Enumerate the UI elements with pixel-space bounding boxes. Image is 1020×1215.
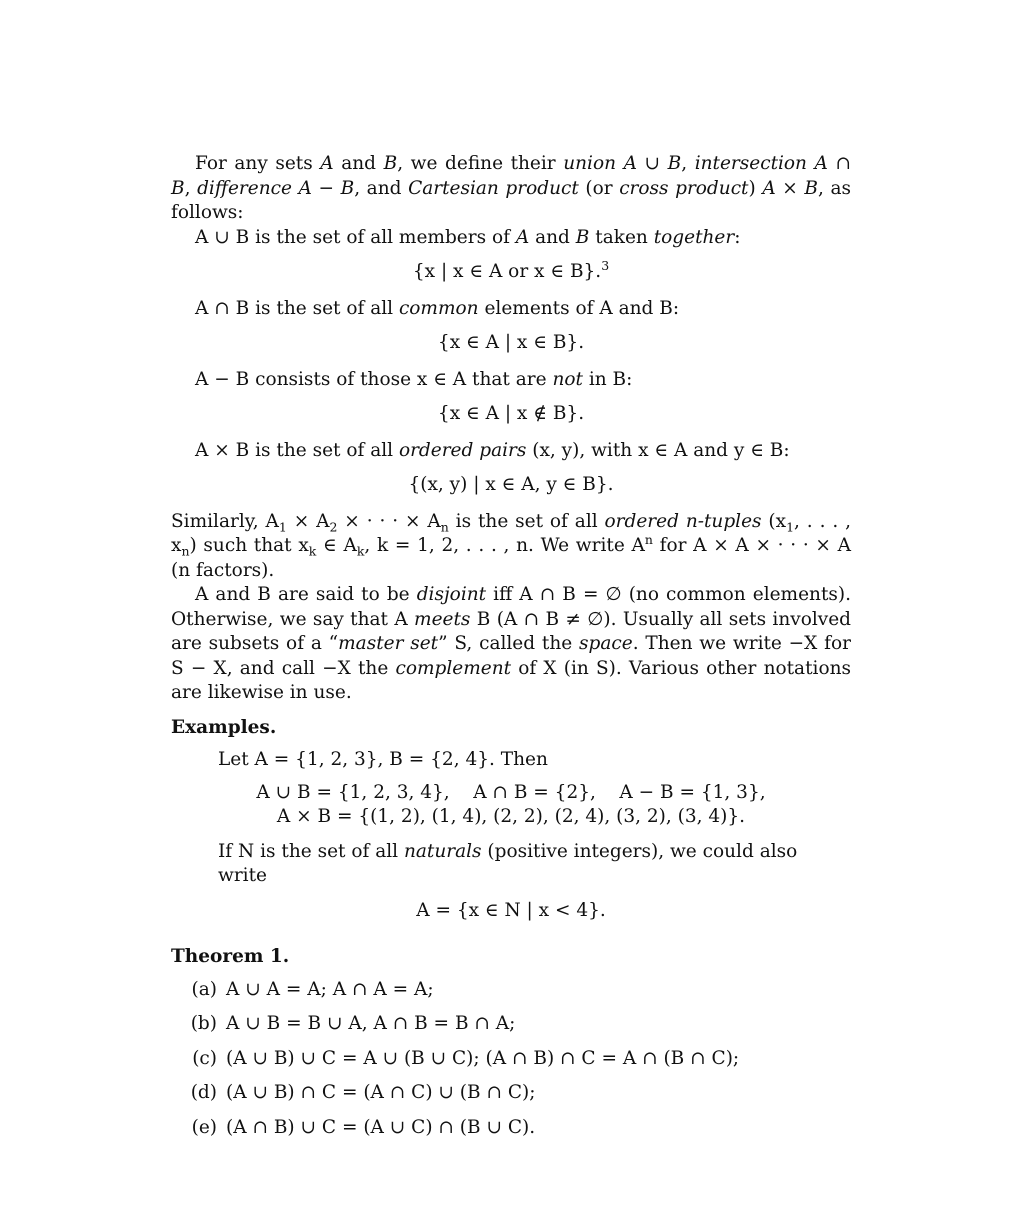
- disjoint-text: A and B are said to be: [195, 584, 417, 605]
- term-cartesian-product: Cartesian product: [408, 177, 579, 199]
- ntuples-text: (x: [761, 510, 787, 532]
- intro-text: and: [333, 153, 384, 174]
- ntuples-text: for A × A × · · · × A (n factors).: [171, 535, 851, 581]
- theorem-item: [171, 978, 851, 1003]
- theorem-item-label: (e): [191, 1116, 217, 1138]
- term-intersection: intersection: [694, 153, 807, 174]
- product-formula: {(x, y) | x ∈ A, y ∈ B}.: [408, 474, 614, 495]
- ntuples-text: ∈ A: [316, 535, 357, 556]
- subscript: k: [356, 543, 365, 559]
- difference-emphasis: not: [552, 368, 583, 390]
- theorem-item: [171, 1081, 851, 1106]
- product-definition: [171, 439, 851, 464]
- difference-text: in B:: [582, 368, 633, 390]
- union-emphasis: together: [653, 226, 735, 248]
- theorem-item-label: (d): [190, 1082, 217, 1103]
- ntuples-emphasis: ordered n-tuples: [604, 510, 762, 532]
- disjoint-text: B (A ∩ B ≠ ∅). Usually all sets involved are subsets of a “: [171, 608, 851, 654]
- intro-text: ,: [681, 153, 695, 174]
- difference-formula: {x ∈ A | x ∉ B}.: [437, 403, 585, 424]
- term-complement: complement: [395, 657, 512, 679]
- subscript: n: [440, 519, 449, 535]
- difference-lead: A − B: [195, 368, 250, 390]
- product-emphasis: ordered pairs: [398, 439, 527, 461]
- ntuples-text: , . . . , x: [171, 510, 851, 556]
- union-formula-text: {x | x ∈ A or x ∈ B}.: [412, 261, 602, 282]
- term-union: union: [563, 153, 617, 174]
- ntuples-text: ) such that x: [189, 535, 309, 556]
- union-text: and: [529, 226, 576, 248]
- term-disjoint: disjoint: [416, 584, 487, 605]
- theorem-item-label: (c): [192, 1047, 217, 1069]
- ntuples-paragraph: [171, 510, 851, 584]
- union-formula: [171, 257, 851, 285]
- theorem-item-text: A ∪ A = A; A ∩ A = A;: [226, 978, 434, 1000]
- disjoint-text: of X (in S). Various other notations are likewise in use.: [171, 657, 851, 703]
- union-text: :: [734, 226, 741, 248]
- union-text: is the set of all members of: [249, 226, 516, 248]
- product-text: is the set of all: [249, 439, 399, 461]
- examples-if: [218, 840, 851, 889]
- examples-heading: Examples.: [171, 716, 277, 738]
- ntuples-text: is the set of all: [448, 510, 605, 532]
- intersection-emphasis: common: [398, 297, 479, 319]
- subscript: k: [308, 543, 317, 559]
- theorem-item: [171, 1047, 851, 1072]
- examples-text: (positive integers), we could also write: [218, 840, 798, 886]
- theorem-list: [171, 978, 851, 1141]
- intro-text: , and: [354, 177, 409, 199]
- intersection-formula: {x ∈ A | x ∈ B}.: [437, 332, 585, 353]
- ntuples-text: × · · · × A: [337, 510, 441, 532]
- product-lead: A × B: [195, 439, 250, 461]
- product-text: (x, y), with x ∈ A and y ∈ B:: [526, 439, 790, 461]
- examples-equations: [171, 781, 851, 830]
- intro-text: , we define their: [397, 153, 564, 174]
- disjoint-text: . Then we write −X for S − X, and call −X the: [171, 633, 851, 679]
- theorem-item: [171, 1116, 851, 1141]
- ntuples-text: , k = 1, 2, . . . , n. We write A: [364, 535, 645, 556]
- footnote-marker: 3: [601, 257, 610, 273]
- theorem-item-text: (A ∪ B) ∪ C = A ∪ (B ∪ C); (A ∩ B) ∩ C = A ∩ (B ∩ C);: [226, 1047, 740, 1069]
- theorem-item-text: (A ∩ B) ∪ C = (A ∪ C) ∩ (B ∪ C).: [226, 1116, 536, 1138]
- term-naturals: naturals: [403, 840, 482, 862]
- examples-eq1: A ∪ B = {1, 2, 3, 4}, A ∩ B = {2}, A − B = {1, 3},: [256, 781, 766, 803]
- difference-text: consists of those x ∈ A that are: [249, 368, 553, 390]
- disjoint-text: iff A ∩ B = ∅ (no common elements). Otherwise, we say that A: [171, 584, 851, 630]
- intro-text: , as follows:: [171, 177, 851, 223]
- ntuples-text: × A: [286, 510, 330, 532]
- intro-text: For any sets: [195, 153, 321, 174]
- intro-text: ,: [184, 177, 198, 199]
- examples-block: [218, 748, 851, 773]
- ntuples-text: Similarly, A: [171, 510, 279, 532]
- intersection-definition: [171, 297, 851, 322]
- intersection-text: elements of A and B:: [478, 297, 680, 319]
- examples-if-line: [218, 840, 851, 889]
- examples-eq2: A × B = {(1, 2), (1, 4), (2, 2), (2, 4), (3, 2), (3, 4)}.: [276, 806, 746, 827]
- page-content: [171, 152, 851, 1150]
- examples-eq3: A = {x ∈ N | x < 4}.: [416, 899, 606, 921]
- theorem-heading: Theorem 1.: [171, 946, 290, 967]
- examples-let: Let A = {1, 2, 3}, B = {2, 4}. Then: [218, 749, 548, 770]
- theorem-item-text: A ∪ B = B ∪ A, A ∩ B = B ∩ A;: [226, 1013, 516, 1034]
- intro-text: (or: [578, 177, 620, 199]
- union-definition: A ∪ B is the set of all members of A and B taken together:: [195, 226, 741, 248]
- subscript: 1: [278, 519, 287, 535]
- term-meets: meets: [414, 608, 471, 630]
- union-lead: A ∪ B: [195, 226, 250, 248]
- examples-text: If N is the set of all: [218, 840, 404, 862]
- theorem-item-label: (b): [190, 1013, 217, 1034]
- term-space: space: [579, 633, 633, 654]
- intro-paragraph: For any sets A and B, we define their union A ∪ B, intersection A ∩ B, difference A − B, and Cartesian product (or cross product) A × B, as follows:: [171, 153, 851, 223]
- disjoint-text: ” S, called the: [438, 633, 580, 654]
- subscript: 2: [329, 519, 338, 535]
- union-text: taken: [589, 226, 654, 248]
- term-difference: difference: [197, 177, 292, 199]
- subscript: n: [181, 543, 190, 559]
- intersection-lead: A ∩ B: [195, 297, 250, 319]
- term-cross-product: cross product: [619, 177, 749, 199]
- subscript: 1: [786, 519, 795, 535]
- theorem-item: [171, 1012, 851, 1037]
- intersection-text: is the set of all: [249, 297, 399, 319]
- theorem-item-text: (A ∪ B) ∩ C = (A ∩ C) ∪ (B ∩ C);: [226, 1082, 536, 1103]
- disjoint-paragraph: [171, 583, 851, 706]
- term-master-set: master set: [338, 633, 439, 654]
- superscript: n: [644, 531, 653, 547]
- difference-definition: [171, 368, 851, 393]
- theorem-item-label: (a): [191, 978, 217, 1000]
- intro-text: ): [748, 177, 763, 199]
